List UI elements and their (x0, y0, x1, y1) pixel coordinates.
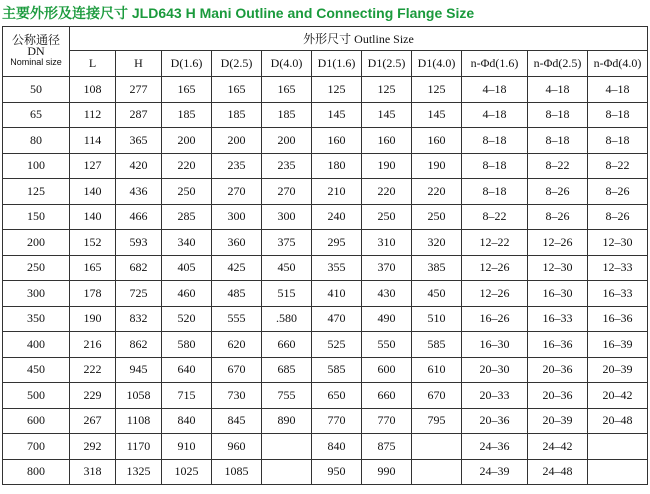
table-cell: 12–22 (462, 230, 528, 256)
table-cell: 845 (212, 408, 262, 434)
table-cell: 165 (162, 77, 212, 103)
table-cell: 220 (362, 179, 412, 205)
table-cell: 270 (212, 179, 262, 205)
column-header-row (3, 51, 648, 77)
column-header: D1(2.5) (362, 51, 412, 77)
table-cell: 365 (116, 128, 162, 154)
table-cell: 235 (262, 153, 312, 179)
header-nominal-size (3, 27, 70, 77)
table-row (3, 459, 648, 485)
table-cell: 585 (312, 357, 362, 383)
table-cell: 12–30 (528, 255, 588, 281)
table-cell: 795 (412, 408, 462, 434)
table-cell: 285 (162, 204, 212, 230)
table-cell: 200 (262, 128, 312, 154)
table-body (3, 77, 648, 485)
table-row (3, 204, 648, 230)
table-cell: 8–22 (528, 153, 588, 179)
table-cell: 24–42 (528, 434, 588, 460)
header-dn-abbr: DN (27, 44, 45, 58)
table-cell: 460 (162, 281, 212, 307)
table-cell: 1085 (212, 459, 262, 485)
table-cell: 216 (70, 332, 116, 358)
table-cell: 16–30 (462, 332, 528, 358)
table-cell: 310 (362, 230, 412, 256)
header-dn-cn: 公称通径 (11, 33, 60, 47)
table-cell: 682 (116, 255, 162, 281)
table-cell: 950 (312, 459, 362, 485)
table-cell: 295 (312, 230, 362, 256)
table-cell: 862 (116, 332, 162, 358)
table-cell: 8–18 (528, 102, 588, 128)
table-cell: 12–26 (462, 281, 528, 307)
table-cell: 4–18 (462, 102, 528, 128)
table-cell (262, 459, 312, 485)
table-cell: 16–33 (588, 281, 648, 307)
table-cell: 960 (212, 434, 262, 460)
table-cell (412, 434, 462, 460)
table-cell: 20–36 (528, 357, 588, 383)
table-cell: 16–36 (528, 332, 588, 358)
table-cell: 20–39 (528, 408, 588, 434)
table-cell (262, 434, 312, 460)
table-cell: 12–26 (462, 255, 528, 281)
table-cell: 12–33 (588, 255, 648, 281)
table-row (3, 408, 648, 434)
table-cell: 277 (116, 77, 162, 103)
table-cell: 8–18 (462, 153, 528, 179)
table-row (3, 255, 648, 281)
nominal-size-cell: 150 (3, 204, 70, 230)
table-cell: 340 (162, 230, 212, 256)
table-cell: 145 (362, 102, 412, 128)
table-cell: 490 (362, 306, 412, 332)
table-cell: 250 (412, 204, 462, 230)
table-cell: 525 (312, 332, 362, 358)
table-cell: 125 (412, 77, 462, 103)
table-cell: 4–18 (462, 77, 528, 103)
table-cell: 375 (262, 230, 312, 256)
header-outline-size: 外形尺寸 Outline Size (70, 27, 648, 51)
table-cell: 515 (262, 281, 312, 307)
header-dn-en: Nominal size (10, 57, 62, 67)
table-cell: 16–30 (528, 281, 588, 307)
table-cell (412, 459, 462, 485)
table-cell: 180 (312, 153, 362, 179)
table-cell: 425 (212, 255, 262, 281)
table-row (3, 383, 648, 409)
table-cell: 300 (212, 204, 262, 230)
table-cell: 436 (116, 179, 162, 205)
table-cell: 185 (162, 102, 212, 128)
table-cell: 1325 (116, 459, 162, 485)
table-cell: 210 (312, 179, 362, 205)
table-cell: 24–36 (462, 434, 528, 460)
table-cell: 685 (262, 357, 312, 383)
nominal-size-cell: 125 (3, 179, 70, 205)
table-cell: 8–18 (528, 128, 588, 154)
table-cell: 140 (70, 204, 116, 230)
table-cell: 832 (116, 306, 162, 332)
page-title: 主要外形及连接尺寸 JLD643 H Mani Outline and Connecting Flange Size (2, 5, 475, 21)
table-cell: 610 (412, 357, 462, 383)
table-cell: 8–18 (588, 102, 648, 128)
table-cell: 725 (116, 281, 162, 307)
table-cell: 125 (362, 77, 412, 103)
table-cell: 1058 (116, 383, 162, 409)
table-cell: 8–26 (528, 204, 588, 230)
table-cell: 450 (262, 255, 312, 281)
table-row (3, 230, 648, 256)
table-cell: 318 (70, 459, 116, 485)
table-cell: 670 (412, 383, 462, 409)
table-cell: 127 (70, 153, 116, 179)
nominal-size-cell: 600 (3, 408, 70, 434)
table-cell: 20–39 (588, 357, 648, 383)
table-cell: 160 (312, 128, 362, 154)
table-cell: 770 (312, 408, 362, 434)
table-cell: 1108 (116, 408, 162, 434)
nominal-size-cell: 500 (3, 383, 70, 409)
table-cell: 165 (212, 77, 262, 103)
table-cell: 715 (162, 383, 212, 409)
table-cell: 990 (362, 459, 412, 485)
column-header: D(4.0) (262, 51, 312, 77)
nominal-size-cell: 800 (3, 459, 70, 485)
table-cell: 267 (70, 408, 116, 434)
table-cell: 165 (262, 77, 312, 103)
table-cell: 165 (70, 255, 116, 281)
table-cell: 250 (362, 204, 412, 230)
table-cell: 190 (412, 153, 462, 179)
table-cell: 470 (312, 306, 362, 332)
table-cell: 8–26 (588, 179, 648, 205)
column-header: n-Φd(4.0) (588, 51, 648, 77)
table-cell: 300 (262, 204, 312, 230)
table-cell (588, 434, 648, 460)
nominal-size-cell: 80 (3, 128, 70, 154)
table-cell: 755 (262, 383, 312, 409)
table-row (3, 434, 648, 460)
column-header: D1(4.0) (412, 51, 462, 77)
table-cell: 8–18 (588, 128, 648, 154)
nominal-size-cell: 450 (3, 357, 70, 383)
table-cell: 550 (362, 332, 412, 358)
table-cell: 770 (362, 408, 412, 434)
table-cell: 650 (312, 383, 362, 409)
table-cell: 1170 (116, 434, 162, 460)
table-cell: 178 (70, 281, 116, 307)
table-cell: 600 (362, 357, 412, 383)
table-cell: 145 (412, 102, 462, 128)
nominal-size-cell: 100 (3, 153, 70, 179)
table-row (3, 332, 648, 358)
table-cell: 250 (162, 179, 212, 205)
table-cell: 240 (312, 204, 362, 230)
table-cell: 220 (412, 179, 462, 205)
table-cell: 580 (162, 332, 212, 358)
table-cell: 670 (212, 357, 262, 383)
table-cell: 8–22 (588, 153, 648, 179)
table-cell: 420 (116, 153, 162, 179)
table-cell: 20–36 (462, 408, 528, 434)
spec-table (2, 26, 648, 485)
table-cell: .580 (262, 306, 312, 332)
table-row (3, 153, 648, 179)
table-cell: 200 (162, 128, 212, 154)
table-cell: 875 (362, 434, 412, 460)
table-cell: 840 (312, 434, 362, 460)
table-row (3, 128, 648, 154)
column-header: H (116, 51, 162, 77)
column-header: L (70, 51, 116, 77)
table-cell: 200 (212, 128, 262, 154)
nominal-size-cell: 350 (3, 306, 70, 332)
table-cell: 890 (262, 408, 312, 434)
table-cell: 185 (212, 102, 262, 128)
table-cell: 185 (262, 102, 312, 128)
table-cell: 12–30 (588, 230, 648, 256)
table-cell: 910 (162, 434, 212, 460)
table-cell: 1025 (162, 459, 212, 485)
table-cell (588, 459, 648, 485)
table-cell: 145 (312, 102, 362, 128)
column-header: D1(1.6) (312, 51, 362, 77)
table-cell: 20–36 (528, 383, 588, 409)
table-cell: 370 (362, 255, 412, 281)
table-cell: 160 (412, 128, 462, 154)
table-cell: 125 (312, 77, 362, 103)
table-cell: 20–48 (588, 408, 648, 434)
table-cell: 520 (162, 306, 212, 332)
table-cell: 8–22 (462, 204, 528, 230)
table-cell: 16–33 (528, 306, 588, 332)
table-cell: 112 (70, 102, 116, 128)
table-cell: 8–26 (528, 179, 588, 205)
table-cell: 4–18 (528, 77, 588, 103)
table-cell: 287 (116, 102, 162, 128)
table-cell: 20–30 (462, 357, 528, 383)
table-cell: 593 (116, 230, 162, 256)
table-cell: 235 (212, 153, 262, 179)
table-cell: 16–26 (462, 306, 528, 332)
table-cell: 8–18 (462, 128, 528, 154)
table-cell: 20–33 (462, 383, 528, 409)
table-cell: 20–42 (588, 383, 648, 409)
table-cell: 8–26 (588, 204, 648, 230)
table-cell: 405 (162, 255, 212, 281)
table-cell: 355 (312, 255, 362, 281)
table-cell: 640 (162, 357, 212, 383)
table-row (3, 179, 648, 205)
table-cell: 4–18 (588, 77, 648, 103)
table-cell: 945 (116, 357, 162, 383)
table-cell: 466 (116, 204, 162, 230)
table-cell: 24–39 (462, 459, 528, 485)
table-row (3, 102, 648, 128)
table-cell: 840 (162, 408, 212, 434)
table-cell: 190 (362, 153, 412, 179)
table-cell: 24–48 (528, 459, 588, 485)
table-cell: 8–18 (462, 179, 528, 205)
table-cell: 16–36 (588, 306, 648, 332)
table-cell: 620 (212, 332, 262, 358)
nominal-size-cell: 50 (3, 77, 70, 103)
table-row (3, 306, 648, 332)
table-cell: 320 (412, 230, 462, 256)
column-header: n-Φd(2.5) (528, 51, 588, 77)
table-cell: 730 (212, 383, 262, 409)
table-row (3, 357, 648, 383)
table-cell: 585 (412, 332, 462, 358)
table-cell: 222 (70, 357, 116, 383)
table-cell: 510 (412, 306, 462, 332)
column-header: D(1.6) (162, 51, 212, 77)
nominal-size-cell: 700 (3, 434, 70, 460)
table-row (3, 281, 648, 307)
table-cell: 410 (312, 281, 362, 307)
table-cell: 450 (412, 281, 462, 307)
table-cell: 229 (70, 383, 116, 409)
column-header: n-Φd(1.6) (462, 51, 528, 77)
table-cell: 152 (70, 230, 116, 256)
table-cell: 190 (70, 306, 116, 332)
table-cell: 108 (70, 77, 116, 103)
table-cell: 555 (212, 306, 262, 332)
nominal-size-cell: 300 (3, 281, 70, 307)
nominal-size-cell: 400 (3, 332, 70, 358)
table-cell: 385 (412, 255, 462, 281)
table-cell: 660 (262, 332, 312, 358)
table-cell: 160 (362, 128, 412, 154)
table-cell: 485 (212, 281, 262, 307)
table-cell: 140 (70, 179, 116, 205)
column-header: D(2.5) (212, 51, 262, 77)
table-cell: 114 (70, 128, 116, 154)
table-cell: 12–26 (528, 230, 588, 256)
table-cell: 360 (212, 230, 262, 256)
table-cell: 292 (70, 434, 116, 460)
table-row (3, 77, 648, 103)
table-cell: 430 (362, 281, 412, 307)
table-cell: 660 (362, 383, 412, 409)
table-cell: 270 (262, 179, 312, 205)
nominal-size-cell: 200 (3, 230, 70, 256)
table-cell: 16–39 (588, 332, 648, 358)
table-cell: 220 (162, 153, 212, 179)
nominal-size-cell: 250 (3, 255, 70, 281)
nominal-size-cell: 65 (3, 102, 70, 128)
